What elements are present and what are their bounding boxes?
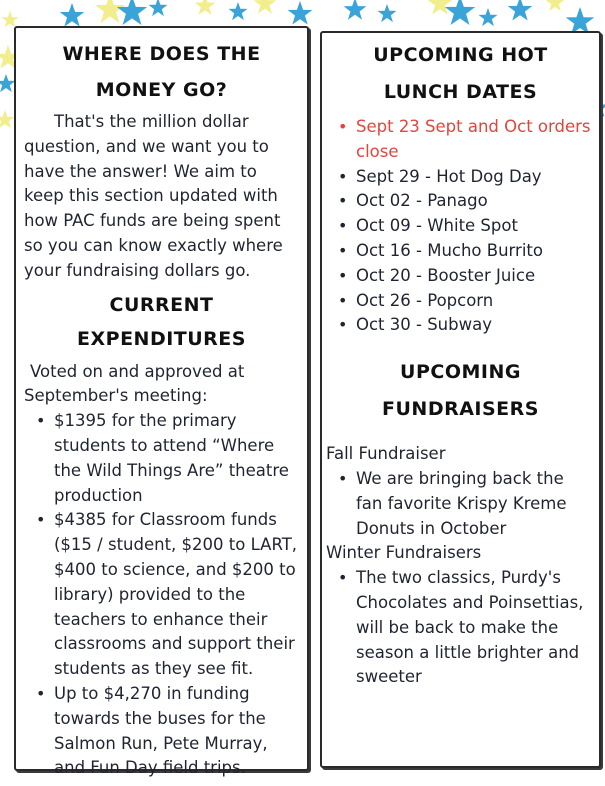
list-item: • Oct 26 - Popcorn xyxy=(326,289,595,314)
fundraisers-title-line1: UPCOMING xyxy=(400,361,521,384)
list-item: • We are bringing back the fan favorite Krispy Kreme Donuts in October xyxy=(326,467,595,541)
money-intro: That's the million dollar question, and we want you to have the answer! We aim to keep this section updated with how PAC funds are being spent so you can know exactly where your fundraising dollars go. xyxy=(24,112,283,280)
fundraisers-title-line2: FUNDRAISERS xyxy=(382,398,539,421)
expenditures-title: CURRENT EXPENDITURES xyxy=(77,293,246,350)
list-item: • Oct 30 - Subway xyxy=(326,313,595,338)
fall-fundraiser-label: Fall Fundraiser xyxy=(326,444,446,464)
list-item: • Up to $4,270 in funding towards the buses for the Salmon Run, Pete Murray, and Fun Day field trips. xyxy=(24,682,299,781)
winter-fundraiser-list xyxy=(326,566,595,690)
money-title: WHERE DOES THE MONEY GO? xyxy=(62,43,261,101)
list-item: • Sept 29 - Hot Dog Day xyxy=(326,165,595,190)
list-item: • $1395 for the primary students to attend “Where the Wild Things Are” theatre production xyxy=(24,409,299,508)
list-item: • Sept 23 Sept and Oct orders close xyxy=(326,115,595,165)
expenditures-lead: Voted on and approved at September's meeting: xyxy=(24,361,245,406)
list-item: • The two classics, Purdy's Chocolates and Poinsettias, will be back to make the season a little brighter and sweeter xyxy=(326,566,595,690)
list-item: • Oct 02 - Panago xyxy=(326,189,595,214)
hot-lunch-title-line1: UPCOMING HOT xyxy=(373,44,548,66)
money-section xyxy=(14,26,309,778)
hot-lunch-section xyxy=(320,31,601,768)
expenditures-list xyxy=(24,409,299,781)
fall-fundraiser-list xyxy=(326,467,595,541)
list-item: • $4385 for Classroom funds ($15 / student, $200 to LART, $400 to science, and $200 to library) provided to the teachers to enhance their classrooms and support their students as they see fit. xyxy=(24,508,299,682)
list-item: • Oct 20 - Booster Juice xyxy=(326,264,595,289)
list-item: • Oct 16 - Mucho Burrito xyxy=(326,239,595,264)
winter-fundraiser-label: Winter Fundraisers xyxy=(326,543,482,563)
list-item: • Oct 09 - White Spot xyxy=(326,214,595,239)
hot-lunch-title-line2: LUNCH DATES xyxy=(383,81,538,103)
hot-lunch-dates xyxy=(326,115,595,338)
